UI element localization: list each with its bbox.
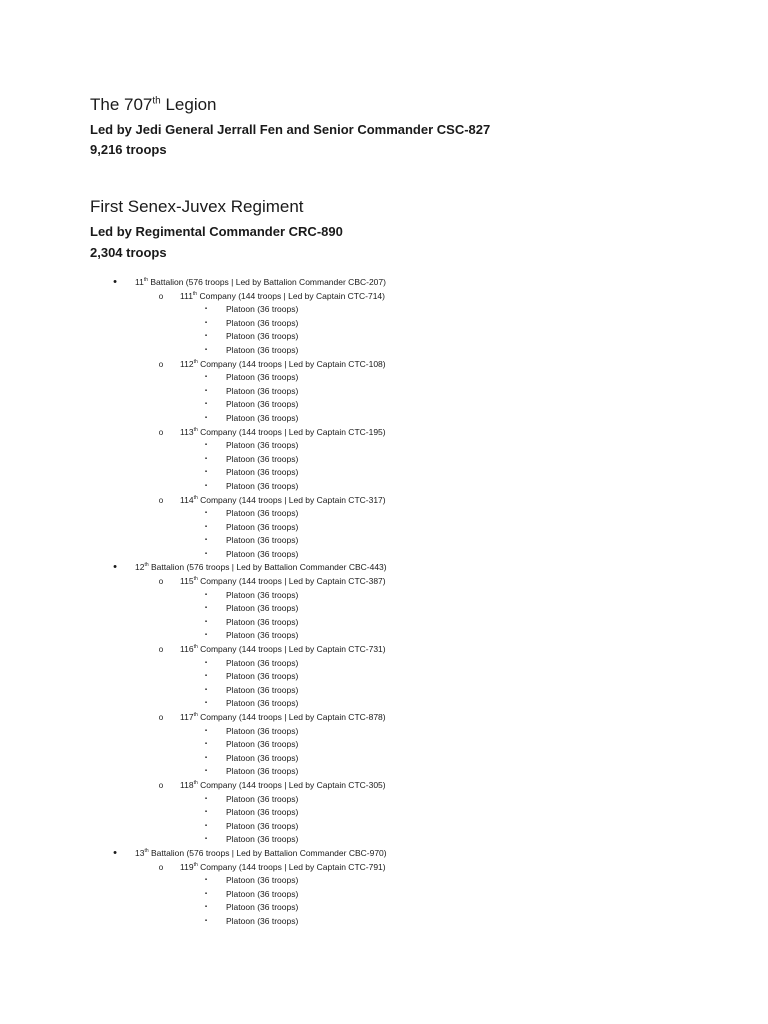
platoon-label: Platoon (36 troops) (226, 535, 299, 546)
platoon-bullet: ▪ (204, 455, 208, 462)
platoon-item (90, 629, 728, 643)
battalion-number: 13 (135, 847, 145, 858)
battalion-number: 11 (135, 277, 144, 287)
platoon-item (90, 901, 728, 915)
unit-outline (90, 276, 728, 929)
platoon-item (90, 385, 728, 399)
platoon-label: Platoon (36 troops) (226, 372, 299, 383)
company-label: Company (144 troops | Led by Captain CTC-731) (197, 644, 386, 655)
platoon-label: Platoon (36 troops) (226, 671, 299, 682)
legion-title-prefix: The 707 (90, 95, 153, 114)
company-bullet: o (158, 495, 164, 505)
platoon-bullet: ▪ (204, 659, 208, 666)
platoon-item (90, 738, 728, 752)
platoon-label: Platoon (36 troops) (226, 875, 299, 886)
platoon-bullet: ▪ (204, 442, 208, 449)
legion-title (90, 94, 728, 116)
legion-troops: 9,216 troops (90, 142, 167, 157)
platoon-bullet: ▪ (204, 510, 208, 517)
company-label: Company (144 troops | Led by Captain CTC-108) (197, 358, 386, 369)
company-number: 112 (180, 358, 194, 369)
battalion-item (90, 847, 728, 861)
battalion-item (90, 276, 728, 290)
platoon-label: Platoon (36 troops) (226, 440, 299, 451)
platoon-label: Platoon (36 troops) (226, 657, 299, 668)
platoon-item (90, 589, 728, 603)
platoon-bullet: ▪ (204, 346, 208, 353)
platoon-item (90, 534, 728, 548)
company-bullet: o (158, 780, 164, 790)
platoon-label: Platoon (36 troops) (226, 698, 299, 709)
platoon-item (90, 412, 728, 426)
platoon-bullet: ▪ (204, 768, 208, 775)
platoon-bullet: ▪ (204, 673, 208, 680)
platoon-item (90, 670, 728, 684)
legion-title-suffix: Legion (160, 95, 217, 114)
company-ordinal: th (193, 576, 198, 583)
company-number: 116 (180, 644, 194, 655)
platoon-item (90, 480, 728, 494)
platoon-label: Platoon (36 troops) (226, 902, 299, 913)
company-ordinal: th (193, 426, 198, 433)
company-label: Company (144 troops | Led by Captain CTC-791) (197, 861, 386, 872)
legion-title-sup: th (152, 95, 161, 107)
company-number: 117 (180, 712, 194, 722)
platoon-bullet: ▪ (204, 482, 208, 489)
platoon-item (90, 752, 728, 766)
platoon-bullet: ▪ (204, 904, 208, 911)
platoon-label: Platoon (36 troops) (226, 453, 299, 464)
battalion-number: 12 (135, 562, 145, 573)
platoon-bullet: ▪ (204, 890, 208, 897)
platoon-item (90, 371, 728, 385)
platoon-bullet: ▪ (204, 917, 208, 924)
company-label: Company (144 troops | Led by Captain CTC-305) (197, 779, 386, 790)
company-ordinal: th (193, 712, 198, 719)
platoon-item (90, 548, 728, 562)
company-ordinal: th (193, 358, 198, 365)
platoon-label: Platoon (36 troops) (226, 834, 299, 845)
battalion-bullet: • (113, 276, 117, 288)
company-number: 113 (180, 426, 194, 437)
battalion-item (90, 561, 728, 575)
platoon-item (90, 616, 728, 630)
company-bullet: o (158, 577, 164, 587)
platoon-item (90, 915, 728, 929)
company-item (90, 494, 728, 508)
platoon-item (90, 697, 728, 711)
platoon-item (90, 439, 728, 453)
platoon-label: Platoon (36 troops) (226, 480, 299, 491)
platoon-item (90, 820, 728, 834)
platoon-item (90, 521, 728, 535)
platoon-item (90, 765, 728, 779)
company-bullet: o (158, 291, 164, 301)
company-label: Company (144 troops | Led by Captain CTC-878) (197, 712, 386, 722)
platoon-label: Platoon (36 troops) (226, 317, 299, 328)
platoon-item (90, 344, 728, 358)
platoon-label: Platoon (36 troops) (226, 399, 299, 410)
platoon-item (90, 317, 728, 331)
platoon-label: Platoon (36 troops) (226, 344, 299, 355)
company-bullet: o (158, 645, 164, 655)
company-ordinal: th (193, 644, 198, 651)
platoon-bullet: ▪ (204, 618, 208, 625)
platoon-label: Platoon (36 troops) (226, 739, 299, 750)
platoon-label: Platoon (36 troops) (226, 766, 299, 777)
platoon-bullet: ▪ (204, 686, 208, 693)
platoon-bullet: ▪ (204, 333, 208, 340)
platoon-bullet: ▪ (204, 523, 208, 530)
company-label: Company (144 troops | Led by Captain CTC-195) (197, 426, 386, 437)
regiment-header (90, 196, 728, 263)
platoon-bullet: ▪ (204, 727, 208, 734)
company-label: Company (144 troops | Led by Captain CTC-317) (197, 494, 386, 505)
platoon-label: Platoon (36 troops) (226, 752, 299, 763)
platoon-label: Platoon (36 troops) (226, 548, 299, 559)
company-item (90, 426, 728, 440)
company-number: 111 (180, 290, 193, 301)
platoon-label: Platoon (36 troops) (226, 888, 299, 899)
legion-leader: Led by Jedi General Jerrall Fen and Senior Commander CSC-827 (90, 122, 491, 137)
battalion-bullet: • (113, 846, 117, 859)
platoon-bullet: ▪ (204, 319, 208, 326)
company-label: Company (144 troops | Led by Captain CTC-714) (197, 290, 385, 301)
company-bullet: o (158, 713, 164, 722)
battalion-ordinal: th (144, 848, 149, 855)
platoon-bullet: ▪ (204, 741, 208, 748)
platoon-label: Platoon (36 troops) (226, 508, 299, 519)
company-item (90, 643, 728, 657)
platoon-item (90, 453, 728, 467)
company-ordinal: th (193, 861, 198, 868)
company-label: Company (144 troops | Led by Captain CTC-387) (197, 576, 386, 587)
platoon-label: Platoon (36 troops) (226, 820, 299, 831)
platoon-item (90, 806, 728, 820)
platoon-bullet: ▪ (204, 550, 208, 557)
platoon-label: Platoon (36 troops) (226, 807, 299, 818)
battalion-label: Battalion (576 troops | Led by Battalion Commander CBC-970) (148, 847, 387, 858)
platoon-label: Platoon (36 troops) (226, 616, 299, 627)
battalion-label: Battalion (576 troops | Led by Battalion Commander CBC-443) (148, 562, 387, 573)
platoon-label: Platoon (36 troops) (226, 467, 299, 478)
platoon-bullet: ▪ (204, 632, 208, 639)
company-number: 118 (180, 779, 194, 790)
platoon-item (90, 330, 728, 344)
platoon-label: Platoon (36 troops) (226, 521, 299, 532)
platoon-label: Platoon (36 troops) (226, 412, 299, 423)
platoon-label: Platoon (36 troops) (226, 725, 299, 736)
battalion-bullet: • (113, 561, 117, 574)
regiment-title: First Senex-Juvex Regiment (90, 197, 304, 216)
platoon-item (90, 602, 728, 616)
platoon-label: Platoon (36 troops) (226, 915, 299, 926)
platoon-bullet: ▪ (204, 700, 208, 707)
platoon-bullet: ▪ (204, 809, 208, 816)
regiment-troops: 2,304 troops (90, 245, 167, 260)
company-bullet: o (158, 862, 164, 872)
platoon-bullet: ▪ (204, 836, 208, 843)
platoon-bullet: ▪ (204, 754, 208, 761)
platoon-bullet: ▪ (204, 605, 208, 612)
legion-header (90, 94, 728, 160)
battalion-ordinal: th (144, 562, 149, 569)
platoon-label: Platoon (36 troops) (226, 603, 299, 614)
platoon-label: Platoon (36 troops) (226, 684, 299, 695)
document-page (90, 90, 728, 929)
battalion-label: Battalion (576 troops | Led by Battalion Commander CBC-207) (148, 277, 386, 287)
platoon-item (90, 657, 728, 671)
company-number: 114 (180, 494, 194, 505)
platoon-bullet: ▪ (204, 306, 208, 313)
company-item (90, 575, 728, 589)
company-item (90, 358, 728, 372)
company-bullet: o (158, 359, 164, 369)
platoon-bullet: ▪ (204, 374, 208, 381)
company-number: 115 (180, 576, 194, 587)
platoon-label: Platoon (36 troops) (226, 331, 299, 342)
platoon-bullet: ▪ (204, 877, 208, 884)
company-item (90, 711, 728, 725)
platoon-item (90, 888, 728, 902)
platoon-item (90, 833, 728, 847)
platoon-item (90, 303, 728, 317)
platoon-label: Platoon (36 troops) (226, 589, 299, 600)
platoon-item (90, 874, 728, 888)
company-bullet: o (158, 427, 164, 437)
platoon-item (90, 466, 728, 480)
platoon-bullet: ▪ (204, 401, 208, 408)
platoon-bullet: ▪ (204, 591, 208, 598)
platoon-label: Platoon (36 troops) (226, 793, 299, 804)
platoon-bullet: ▪ (204, 795, 208, 802)
regiment-leader: Led by Regimental Commander CRC-890 (90, 224, 343, 239)
platoon-bullet: ▪ (204, 822, 208, 829)
company-ordinal: th (193, 780, 198, 787)
platoon-item (90, 398, 728, 412)
platoon-item (90, 793, 728, 807)
platoon-bullet: ▪ (204, 414, 208, 421)
company-ordinal: th (192, 290, 198, 297)
company-item (90, 290, 728, 304)
platoon-bullet: ▪ (204, 469, 208, 476)
platoon-item (90, 507, 728, 521)
platoon-item (90, 684, 728, 698)
platoon-item (90, 725, 728, 739)
platoon-label: Platoon (36 troops) (226, 385, 299, 396)
battalion-ordinal: th (143, 277, 148, 284)
company-number: 119 (180, 861, 194, 872)
platoon-label: Platoon (36 troops) (226, 630, 299, 641)
company-ordinal: th (193, 494, 198, 501)
platoon-bullet: ▪ (204, 387, 208, 394)
platoon-bullet: ▪ (204, 537, 208, 544)
company-item (90, 861, 728, 875)
company-item (90, 779, 728, 793)
platoon-label: Platoon (36 troops) (226, 304, 299, 315)
